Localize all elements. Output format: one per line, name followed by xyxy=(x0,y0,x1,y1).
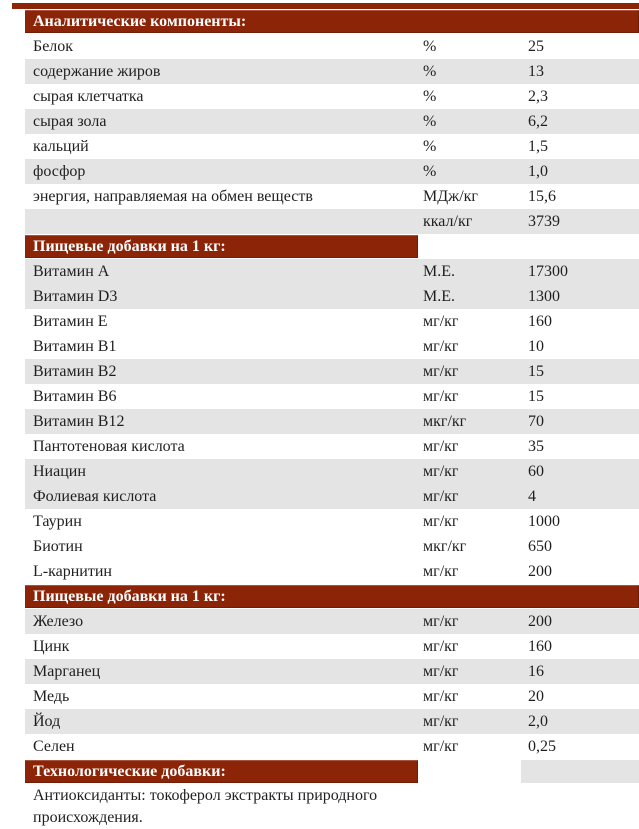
cell-unit: % xyxy=(423,63,437,80)
cell-value: 16 xyxy=(528,663,544,680)
table-row xyxy=(25,684,639,709)
cell-value: 1300 xyxy=(528,288,560,305)
cell-name: Ниацин xyxy=(33,463,86,480)
cell-value: 17300 xyxy=(528,263,568,280)
cell-name: Витамин B2 xyxy=(33,363,117,380)
cell-value: 1000 xyxy=(528,513,560,530)
section-header-spacer xyxy=(418,235,639,258)
cell-name: Биотин xyxy=(33,538,83,555)
cell-value: 1,0 xyxy=(528,163,548,180)
table-row xyxy=(25,409,639,434)
cell-name: Селен xyxy=(33,738,75,755)
cell-unit: % xyxy=(423,113,437,130)
cell-value: 25 xyxy=(528,38,544,55)
cell-value: 35 xyxy=(528,438,544,455)
table-row xyxy=(25,284,639,309)
cell-unit: мг/кг xyxy=(423,463,459,480)
table-row xyxy=(25,659,639,684)
cell-unit: мг/кг xyxy=(423,388,459,405)
cell-value: 6,2 xyxy=(528,113,548,130)
table-row xyxy=(25,384,639,409)
table-row xyxy=(25,109,639,134)
table-row xyxy=(25,534,639,559)
table-row xyxy=(25,359,639,384)
cell-unit: мг/кг xyxy=(423,313,459,330)
cell-name: Марганец xyxy=(33,663,101,680)
cell-value: 0,25 xyxy=(528,738,556,755)
cell-value: 200 xyxy=(528,563,552,580)
cell-value: 4 xyxy=(528,488,536,505)
table-row xyxy=(25,34,639,59)
table-row xyxy=(25,484,639,509)
section-header-value-box xyxy=(521,760,639,783)
table-row xyxy=(25,59,639,84)
nutrition-table xyxy=(0,3,639,829)
cell-name xyxy=(25,209,423,234)
cell-name: сырая клетчатка xyxy=(33,88,144,105)
cell-value: 70 xyxy=(528,413,544,430)
cell-unit: мг/кг xyxy=(423,438,459,455)
cell-unit: % xyxy=(423,163,437,180)
cell-value: 2,3 xyxy=(528,88,548,105)
table-row xyxy=(25,209,639,234)
cell-value: 15,6 xyxy=(528,188,556,205)
cell-name: Цинк xyxy=(33,638,70,655)
cell-value: 15 xyxy=(528,363,544,380)
table-row xyxy=(25,159,639,184)
table-row xyxy=(25,259,639,284)
table-row xyxy=(25,434,639,459)
table-row xyxy=(25,309,639,334)
cell-name: Витамин B1 xyxy=(33,338,117,355)
cell-unit: мг/кг xyxy=(423,613,459,630)
cell-unit: % xyxy=(423,38,437,55)
table-row xyxy=(25,559,639,584)
cell-name: Витамин E xyxy=(33,313,108,330)
cell-unit: мг/кг xyxy=(423,563,459,580)
cell-unit: мг/кг xyxy=(423,488,459,505)
section-header xyxy=(25,235,639,258)
cell-name: фосфор xyxy=(33,163,86,180)
cell-name: Витамин B12 xyxy=(33,413,125,430)
cell-unit: мкг/кг xyxy=(423,538,467,555)
cell-value: 160 xyxy=(528,638,552,655)
cell-unit: мг/кг xyxy=(423,663,459,680)
cell-name: Йод xyxy=(33,713,61,730)
cell-value: 10 xyxy=(528,338,544,355)
cell-unit: мг/кг xyxy=(423,713,459,730)
cell-value: 3739 xyxy=(528,213,560,230)
section-header xyxy=(25,585,639,608)
cell-value: 160 xyxy=(528,313,552,330)
cell-value: 15 xyxy=(528,388,544,405)
cell-name: Белок xyxy=(33,38,74,55)
cell-name: Пантотеновая кислота xyxy=(33,438,185,455)
cell-unit: мг/кг xyxy=(423,363,459,380)
cell-unit: мг/кг xyxy=(423,738,459,755)
section-header-label: Пищевые добавки на 1 кг: xyxy=(25,585,639,608)
cell-unit: МДж/кг xyxy=(423,188,478,205)
cell-value: 2,0 xyxy=(528,713,548,730)
cell-name: Фолиевая кислота xyxy=(33,488,157,505)
table-row xyxy=(25,634,639,659)
cell-unit: мкг/кг xyxy=(423,413,467,430)
cell-name: сырая зола xyxy=(33,113,107,130)
cell-name: Медь xyxy=(33,688,70,705)
section-header xyxy=(25,10,639,33)
section-header-label: Технологические добавки: xyxy=(25,760,418,783)
cell-unit: М.Е. xyxy=(423,288,455,305)
cell-name: энергия, направляемая на обмен веществ xyxy=(33,188,313,205)
cell-name: Витамин D3 xyxy=(33,288,118,305)
section-header xyxy=(25,760,639,783)
table-row xyxy=(25,509,639,534)
additives-note: Антиоксиданты: токоферол экстракты природного происхождения. xyxy=(33,787,378,826)
cell-name: содержание жиров xyxy=(33,63,161,80)
cell-unit: ккал/кг xyxy=(423,213,473,230)
cell-unit: мг/кг xyxy=(423,638,459,655)
cell-unit: % xyxy=(423,138,437,155)
table-row xyxy=(25,709,639,734)
cell-unit: мг/кг xyxy=(423,513,459,530)
cell-name: Таурин xyxy=(33,513,82,530)
table-row xyxy=(25,184,639,209)
cell-name: Витамин A xyxy=(33,263,110,280)
table-row xyxy=(25,459,639,484)
cell-value: 1,5 xyxy=(528,138,548,155)
section-header-label: Аналитические компоненты: xyxy=(25,10,639,33)
cell-name: Витамин B6 xyxy=(33,388,117,405)
cell-value: 60 xyxy=(528,463,544,480)
cell-unit: мг/кг xyxy=(423,338,459,355)
table-row xyxy=(25,84,639,109)
cell-value: 650 xyxy=(528,538,552,555)
table-sections xyxy=(0,10,639,829)
table-top-border xyxy=(12,3,639,9)
cell-value: 20 xyxy=(528,688,544,705)
cell-unit: М.Е. xyxy=(423,263,455,280)
section-header-spacer xyxy=(418,760,521,783)
cell-value: 13 xyxy=(528,63,544,80)
cell-unit: % xyxy=(423,88,437,105)
cell-name: L-карнитин xyxy=(33,563,112,580)
cell-name: кальций xyxy=(33,138,89,155)
table-row xyxy=(25,134,639,159)
cell-unit: мг/кг xyxy=(423,688,459,705)
table-row xyxy=(25,734,639,759)
table-row xyxy=(25,609,639,634)
section-header-label: Пищевые добавки на 1 кг: xyxy=(25,235,418,258)
cell-value: 200 xyxy=(528,613,552,630)
cell-name: Железо xyxy=(33,613,84,630)
table-row xyxy=(25,334,639,359)
